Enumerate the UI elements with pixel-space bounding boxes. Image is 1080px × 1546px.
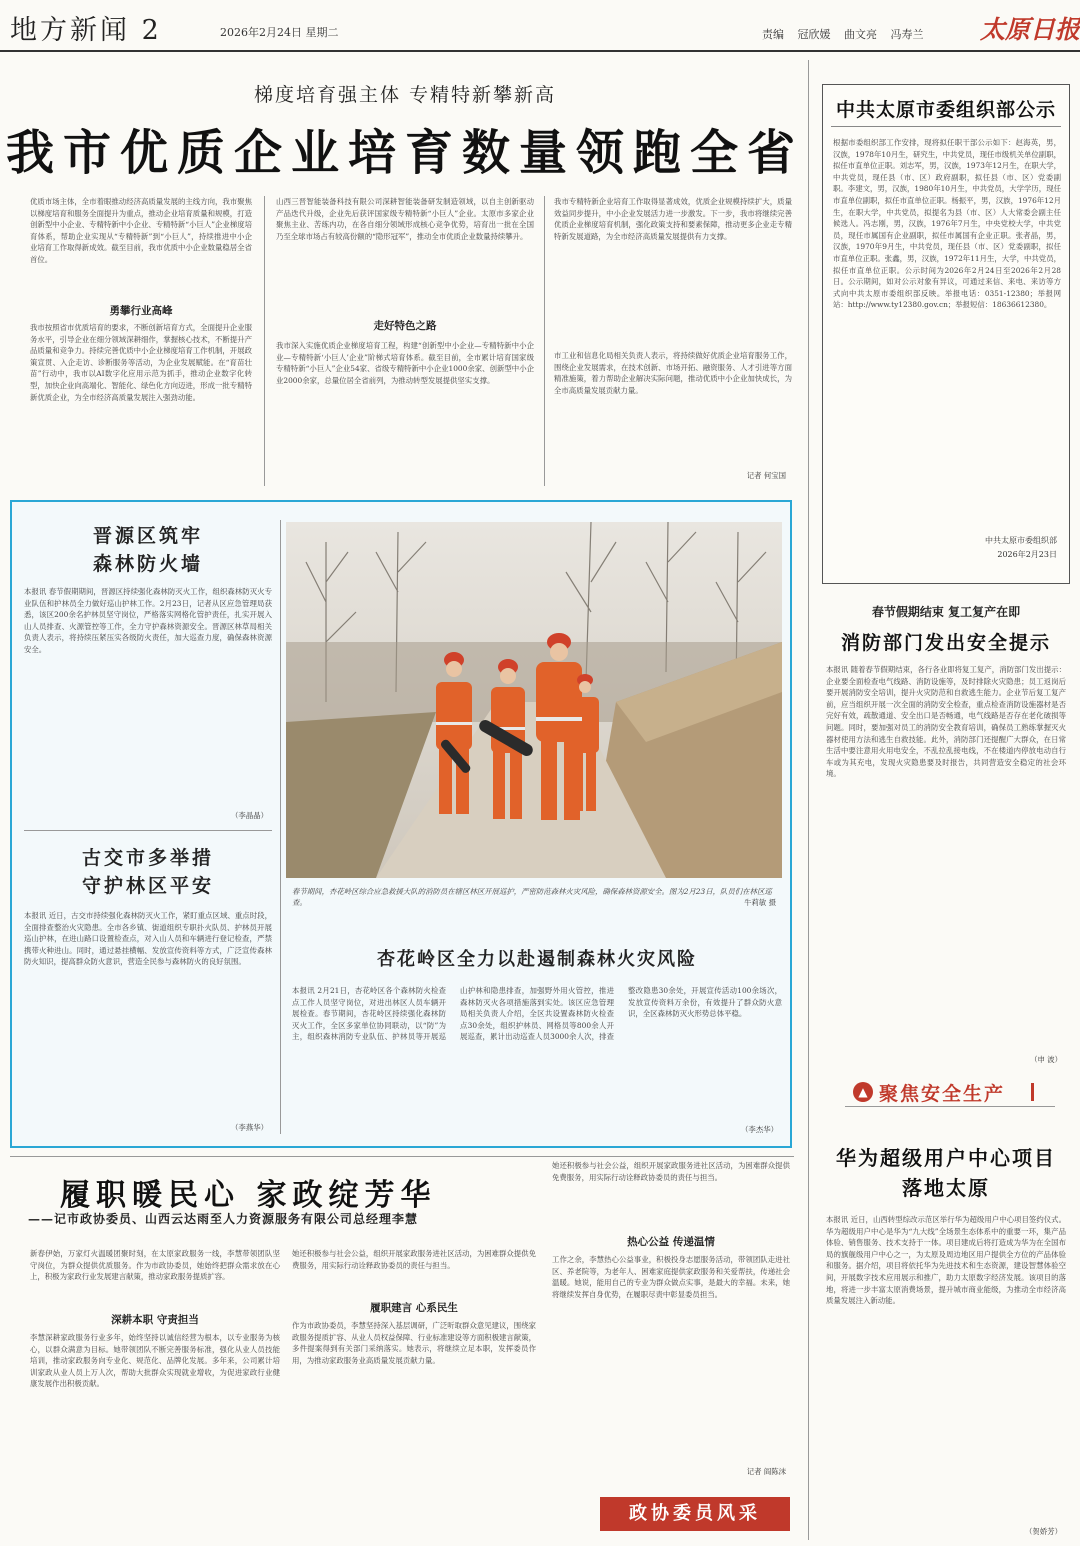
lead-col1-subhead: 勇攀行业高峰: [109, 305, 173, 317]
feature-col2-intro: 她还积极参与社会公益，组织开展家政服务进社区活动，为困难群众提供免费服务，用实际行动诠释政协委员的责任与担当。: [292, 1249, 536, 1270]
section-title: 地方新闻 2: [10, 15, 162, 46]
lead-col3-para2: 市工业和信息化局相关负责人表示，将持续做好优质企业培育服务工作，围绕企业发展需求，在技术创新、市场开拓、融资服务、人才引进等方面精准施策，着力帮助企业解决实际问题，推动优质中小企业加快成长，为全市高质量发展贡献力量。: [554, 351, 792, 395]
photo-credit: 牛莉敏 摄: [744, 898, 776, 907]
huawei-body: 本报讯 近日，山西转型综改示范区举行华为超级用户中心项目签约仪式。华为超级用户中心是华为“九大线”全场景生态体系中的重要一环，集产品体验、销售服务、技术支持于一体。项目建成后将打造成为华为在全国布局的旗舰级用户中心之一，为太原及周边地区用户提供全方位的产品体验和服务。据介绍，项目将依托华为先进技术和生态资源，建设智慧体验空间，开展数字技术应用展示和推广，助力太原数字经济发展。该项目的落地，将进一步丰富太原消费场景，提升城市商业能级，为推动全市经济高质量发展注入新动能。: [826, 1215, 1066, 1306]
firefighters-photo: [286, 522, 782, 878]
newspaper-logo: 太原日报: [980, 15, 1080, 44]
feature-intro: 新春伊始，万家灯火温暖团聚时刻，在太原家政服务一线，李慧带领团队坚守岗位，为群众提供优质服务。作为市政协委员，她始终把群众需求放在心上，积极为家政行业发展建言献策，推动家政服务提质扩容。: [30, 1249, 280, 1282]
gujiao-title-line2: 守护林区平安: [81, 875, 214, 897]
notice-signer: 中共太原市委组织部: [985, 536, 1057, 545]
feature-section-1: 李慧深耕家政服务行业多年，始终坚持以诚信经营为根本，以专业服务为核心，以群众满意为目标。她带领团队不断完善服务标准，强化从业人员技能培训，推动家政服务向专业化、规范化、品牌化发展。多年来，公司累计培训家政从业人员上万人次，帮助大批群众实现就业增收，为促进家政行业健康发展作出积极贡献。: [30, 1333, 280, 1389]
xinghualing-title: 杏花岭区全力以赴遏制森林火灾风险: [377, 949, 697, 970]
feature-subhead: ——记市政协委员、山西云达雨至人力资源服务有限公司总经理李慧: [28, 1212, 419, 1226]
lead-headline: 我市优质企业培育数量领跑全省: [5, 125, 804, 181]
fire-sign: （申 波）: [1030, 1055, 1062, 1064]
feature-col3-top: 她还积极参与社会公益，组织开展家政服务进社区活动，为困难群众提供免费服务，用实际行动诠释政协委员的责任与担当。: [552, 1161, 790, 1182]
issue-date: 2026年2月24日 星期二: [220, 26, 339, 39]
photo-caption-text: 春节期间，杏花岭区综合应急救援大队的消防员在辖区林区开展巡护，严密防范森林火灾风险，确保森林资源安全。图为2月23日，队员们在林区巡查。: [292, 887, 772, 907]
feature-byline: 记者 阎陈沫: [746, 1467, 786, 1476]
gujiao-title-line1: 古交市多举措: [81, 847, 214, 869]
xinghualing-sign: （李杰华）: [741, 1125, 778, 1134]
firefighters-photo-image: [286, 522, 782, 878]
huawei-sign: （贺娇芳）: [1025, 1527, 1062, 1536]
notice-date: 2026年2月23日: [997, 550, 1057, 559]
lead-col2-para1: 山西三晋智能装备科技有限公司深耕智能装备研发制造领域，以自主创新驱动产品迭代升级，企业先后获评国家级专精特新“小巨人”企业。太原市多家企业聚焦主业、苦练内功，在各自细分领域形成核心竞争优势，培育出一批在全国乃至全球市场占有较高份额的“隐形冠军”，推动全市优质企业数量持续攀升。: [276, 197, 534, 241]
safety-banner: [845, 1077, 1055, 1107]
jinyuan-title-line2: 森林防火墙: [92, 553, 203, 575]
huawei-title: [822, 1143, 1070, 1203]
jinyuan-title: [24, 522, 272, 578]
lead-col2-para2: 我市深入实施优质企业梯度培育工程，构建“创新型中小企业—专精特新中小企业—专精特新‘小巨人’企业”阶梯式培育体系。截至目前，全市累计培育国家级专精特新“小巨人”企业54家、省级专精特新中小企业1000余家、创新型中小企业2000余家，总量位居全省前列，为推动转型发展提供坚实支撑。: [276, 341, 534, 385]
gujiao-body: 本报讯 近日，古交市持续强化森林防灭火工作，紧盯重点区域、重点时段，全面排查整治火灾隐患。全市各乡镇、街道组织专职扑火队员、护林员开展巡山护林，在进山路口设置检查点，对入山人员和车辆进行登记检查，严禁携带火种进山。同时，通过悬挂横幅、发放宣传资料等方式，广泛宣传森林防火知识，提高群众防火意识，营造全民参与森林防火的良好氛围。: [24, 911, 272, 967]
lead-kicker: 梯度培育强主体 专精特新攀新高: [253, 84, 557, 106]
gujiao-sign: （李燕华）: [231, 1123, 268, 1132]
lead-col2-subhead: 走好特色之路: [373, 320, 437, 332]
huawei-title-line2: 落地太原: [902, 1176, 990, 1200]
jinyuan-sign: （李晶晶）: [231, 811, 268, 820]
feature-subhead-1: 深耕本职 守责担当: [111, 1314, 199, 1326]
fire-kicker: 春节假期结束 复工复产在即: [871, 605, 1021, 619]
jinyuan-title-line1: 晋源区筑牢: [92, 525, 203, 547]
notice-title: 中共太原市委组织部公示: [835, 99, 1056, 121]
feature-section-2: 作为市政协委员，李慧坚持深入基层调研，广泛听取群众意见建议，围绕家政服务提质扩容、从业人员权益保障、行业标准建设等方面积极建言献策，多件提案得到有关部门采纳落实。她表示，将继续立足本职，发挥委员作用，为推动家政服务业高质量发展贡献力量。: [292, 1321, 536, 1365]
safety-flame-icon: ▲: [853, 1082, 873, 1102]
safety-banner-bar: [1031, 1083, 1034, 1101]
feature-subhead-2: 履职建言 心系民生: [370, 1302, 458, 1314]
editors-line: 责编 冠欣媛 曲文亮 冯寿兰: [762, 28, 924, 41]
lead-byline: 记者 何宝国: [746, 471, 786, 480]
feature-subhead-3: 热心公益 传递温情: [627, 1236, 715, 1248]
huawei-title-line1: 华为超级用户中心项目: [836, 1146, 1056, 1170]
fire-title: 消防部门发出安全提示: [840, 632, 1051, 654]
lead-col1-para1: 优质市场主体，全市着眼推动经济高质量发展的主线方向，我市聚焦以梯度培育和服务全面提升为重点，推动企业培育质量和规模，打造创新型中小企业、专精特新中小企业、专精特新“小巨人”企业梯度培育体系，帮助企业实现从“专精特新”到“小巨人”，持续推进中小企业培育工作取得新成效。截至目前，我市优质中小企业数量稳居全省首位。: [30, 197, 252, 264]
safety-banner-label: 聚焦安全生产: [879, 1083, 1006, 1105]
gujiao-title: [24, 844, 272, 900]
lead-col3-para1: 我市专精特新企业培育工作取得显著成效，优质企业规模持续扩大，质量效益同步提升，中小企业发展活力进一步激发。下一步，我市将继续完善优质企业梯度培育机制，强化政策支持和要素保障，推动更多企业走专精特新发展道路，为全市经济高质量发展提供有力支撑。: [554, 197, 792, 241]
fire-body: 本报讯 随着春节假期结束，各行各业即将复工复产，消防部门发出提示：企业要全面检查电气线路、消防设施等，及时排除火灾隐患；员工返岗后要开展消防安全培训，提升火灾防范和自救逃生能力。企业节后复工复产前，应当组织开展一次全面的消防安全检查，重点检查消防设施器材是否完好有效，疏散通道、安全出口是否畅通，电气线路是否存在老化破损等问题。同时，要加强对员工的消防安全教育培训，确保员工熟练掌握灭火器材使用方法和逃生自救技能。此外，消防部门还提醒广大群众，在日常生活中要注意用火用电安全，不乱拉乱接电线，不在楼道内停放电动自行车或为其充电，发现火灾隐患要及时报告，共同营造安全稳定的社会环境。: [826, 665, 1066, 779]
jinyuan-body: 本报讯 春节假期期间，晋源区持续强化森林防灭火工作，组织森林防灭火专业队伍和护林员全力做好巡山护林工作。2月23日，记者从区应急管理局获悉，该区200余名护林员坚守岗位，严格落实网格化管护责任，扎实开展入山人员排查、火源管控等工作，全力守护森林资源安全。晋源区林草局相关负责人表示，将持续压紧压实各级防火责任，加大巡查力度，确保森林资源安全。: [24, 587, 272, 654]
masthead: [0, 0, 1080, 52]
feature-section-3: 工作之余，李慧热心公益事业，积极投身志愿服务活动，带领团队走进社区、养老院等，为老年人、困难家庭提供家政服务和关爱帮扶，传递社会温暖。她说，能用自己的专业为群众做点实事，是最大的幸福。未来，她将继续发挥自身优势，在履职尽责中彰显委员担当。: [552, 1255, 790, 1299]
organization-notice: [822, 84, 1070, 584]
lead-col1-para2: 我市按照省市优质培育的要求，不断创新培育方式，全面提升企业服务水平，引导企业在细分领域深耕细作，掌握核心技术，不断提升产品质量和竞争力。持续完善优质中小企业梯度培育工作机制，开展政策宣贯、入企走访、诊断服务等活动，为企业发展赋能。在“育苗壮苗”行动中，我市以AI数字化应用示范为抓手，推动企业数字化转型，加快企业向高端化、智能化、绿色化方向迈进，形成一批专精特新优质企业，为全市经济高质量发展注入强劲动能。: [30, 323, 252, 402]
feature-headline: 履职暖民心 家政绽芳华: [60, 1178, 437, 1213]
notice-body: 根据市委组织部工作安排，现将拟任职干部公示如下：赵海英，男，汉族，1978年10月生，研究生，中共党员，现任市级机关单位副职，拟任市直单位正职。刘志军，男，汉族，1973年12月生，在职大学，中共党员，现任县（市、区）政府副职，拟任县（市、区）党委副职。李建文，男，汉族，1980年10月生，中共党员，大学学历，现任市直单位副职，拟任市直单位正职。杨振平，男，汉族，1976年12月生，在职大学，中共党员，拟提名为县（市、区）人大常委会副主任候选人。冯志刚，男，汉族，1976年7月生，中央党校大学，中共党员，现任市属国有企业副职，拟任市属国有企业正职。张者晶，男，汉族，1970年9月生，中共党员，现任县（市、区）党委副职，拟任市直单位正职。张鑫，男，汉族，1972年11月生，大学，中共党员，拟任市直单位正职。公示时间为2026年2月24日至2026年2月28日。公示期间，如对公示对象有异议，可通过来信、来电、来访等方式向中共太原市委组织部反映。举报电话：0351-12380；举报网站：http://www.ty12380.gov.cn；举报短信：18636612380。: [833, 138, 1061, 310]
xinghualing-body: 本报讯 2月21日，杏花岭区各个森林防火检查点工作人员坚守岗位，对进出林区人员车辆开展检查。春节期间，杏花岭区持续强化森林防灭火工作，全区多家单位协同联动，以“防”为主，组织森林消防专业队伍、护林员等开展巡山护林和隐患排查，加强野外用火管控，推进森林防灭火各项措施落到实处。该区应急管理局相关负责人介绍，全区共设置森林防火检查点30余处，组织护林员、网格员等800余人开展巡查，累计出动巡查人员3000余人次，排查整改隐患30余处，开展宣传活动100余场次，发放宣传资料万余份，有效提升了群众防火意识，全区森林防灭火形势总体平稳。: [292, 986, 782, 1042]
feature-ribbon: 政协委员风采: [600, 1497, 790, 1531]
photo-caption: [292, 886, 776, 908]
